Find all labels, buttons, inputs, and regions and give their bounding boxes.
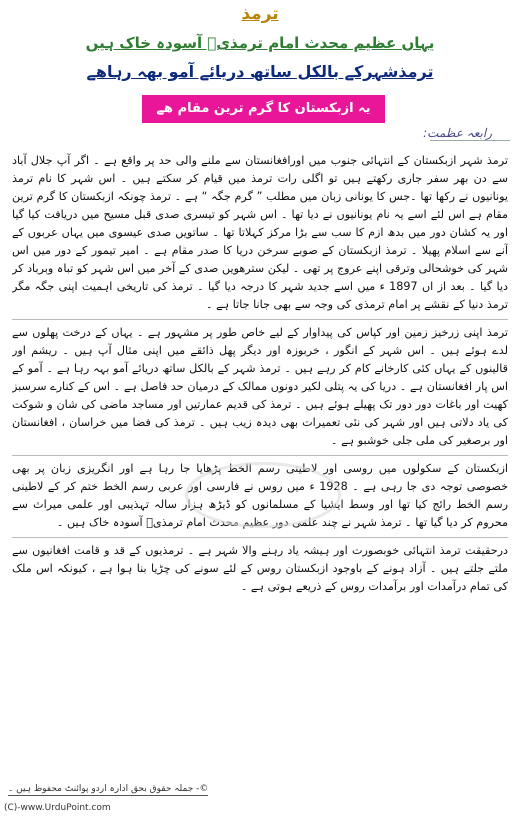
paragraph-2: ترمذ اپنی زرخیز زمین اور کپاس کی پیداوار کے لیے خاص طور پر مشہور ہے ۔ یہاں کے درخت پھلوں سے لدے ہوئے ہیں ۔ اس شہر کے انگور ، خربوزہ اور دیگر پھل ذائقے میں اپنی مثال آپ ہیں ۔ ریشم اور قالینوں کے یہاں کئی کارخانے کام کر رہے ہیں ۔ ترمذ شہر کے بالکل ساتھ دریائے آمو بہہ رہا ہے ۔ آمو کے اس پار افغانستان ہے ۔ دریا کی یہ پتلی لکیر دونوں ممالک کے درمیان حد فاصل ہے ۔ اس کے کنارے سرسبز کھیت اور باغات دور دور تک پھیلے ہوئے ہیں ۔ ترمذ کی قدیم عمارتیں اور مساجد ماضی کی شان و شوکت کی یاد دلاتی ہیں اور شہر کی نئی تعمیرات بھی دیدہ زیب ہیں ۔ ترمذ کی فضا میں خراسان ، افغانستان اور برصغیر کی ملی جلی خوشبو ہے ۔ bbox=[12, 326, 508, 447]
author-name: رابعہ عظمت: bbox=[423, 126, 492, 140]
paragraph-3: ازبکستان کے سکولوں میں روسی اور لاطینی رسم الخط پڑھایا جا رہا ہے اور انگریزی زبان پر بھی خصوصی توجہ دی جا رہی ہے ۔ 1928 ء میں روس نے فارسی اور عربی رسم الخط ختم کر کے لاطینی رسم الخط رائج کیا تھا اور وسط ایشیا کے مسلمانوں کو ڈیڑھ ہزار سالہ تہذیبی اور علمی میراث سے محروم کر دیا گیا تھا ۔ ترمذ شہر نے چند علمی دور عظیم محدث امام ترمذیؒ آسودہ خاک ہیں ۔ bbox=[12, 462, 508, 529]
watermark-seal bbox=[185, 462, 341, 528]
author-divider bbox=[430, 140, 510, 141]
paragraph-divider bbox=[12, 319, 508, 320]
paragraph-1: ترمذ شہر ازبکستان کے انتہائی جنوب میں اورافغانستان سے ملنے والی حد پر واقع ہے ۔ اگر آپ جلال آباد سے دن بھر سفر جاری رکھتے ہیں تو اگلی رات ترمذ میں قیام کر سکتے ہیں ۔ اس شہر کا نام ترمذ یونانیوں نے رکھا تھا ۔جس کا یونانی زبان میں مطلب ” گرم جگہ “ ہے ۔ ترمذ چونکہ ازبکستان کا گرم ترین مقام ہے اس لئے اسے یہ نام یونانیوں نے دیا تھا ۔ اس شہر کو تیسری صدی قبل مسیح میں دریافت کیا گیا اور یہ کشان دور میں بدھ ازم کا سب سے بڑا مرکز کہلاتا تھا ۔ ساتویں صدی عیسوی میں یہاں عربوں کے آنے سے اسلام پھیلا ۔ ترمذ ازبکستان کے صوبے سرخن دریا کا صدر مقام ہے ۔ امیر تیمور کے دور میں اس شہر کی خوشحالی وترقی اپنے عروج پر تھی ۔ لیکن سترھویں صدی کے آخر میں اس شہر کو تباہ وبرباد کر دیا گیا ۔ بعد از اں 1897 ء میں اسے جدید شہر کا درجہ دیا گیا ۔ ترمذ کی تاریخی اہمیت اپنی جگہ مگر ترمذ دنیا کے نقشے پر امام ترمذی کی وجہ سے بھی جانا جاتا ہے ۔ bbox=[12, 154, 508, 311]
highlight-banner: یہ ازبکستان کا گرم ترین مقام ھے bbox=[142, 95, 385, 123]
copyright-notice: ©- جملہ حقوق بحق ادارہ اردو پوائنٹ محفوظ ہیں ۔ bbox=[8, 784, 209, 794]
site-url[interactable]: (C)-www.UrduPoint.com bbox=[4, 803, 111, 813]
paragraph-4: درحقیقت ترمذ انتہائی خوبصورت اور ہیشہ یاد رہنے والا شہر ہے ۔ ترمذیوں کے قد و قامت افغانیوں سے ملتے جلتے ہیں ۔ آزاد ہونے کے باوجود ازبکستان روس کے لئے سونے کی چڑیا بنا ہوا ہے ، کیونکہ اس ملک کی تمام درآمدات اور برآمدات روس کے ذریعے ہوتی ہے ۔ bbox=[12, 544, 508, 593]
headline-green: یہاں عظیم محدث امام ترمذیؒ آسودہ خاک ہیں bbox=[85, 34, 435, 52]
article-body bbox=[12, 152, 508, 756]
paragraph-divider bbox=[12, 455, 508, 456]
page-title: ترمذ bbox=[241, 4, 279, 24]
paragraph-divider bbox=[12, 537, 508, 538]
headline-blue: ترمذشہرکے بالکل ساتھ دریائے آمو بھہ رہاھے bbox=[86, 62, 434, 81]
